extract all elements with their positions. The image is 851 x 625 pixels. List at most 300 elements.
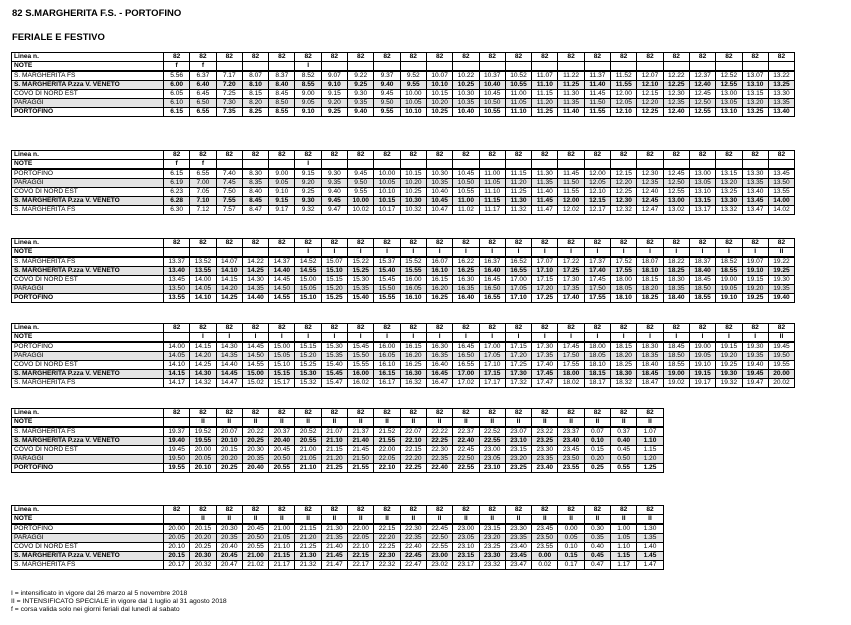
time-cell: 8.50 xyxy=(269,99,295,108)
note-cell xyxy=(505,62,531,72)
time-cell: 17.55 xyxy=(584,294,610,303)
time-cell: 12.05 xyxy=(611,99,637,108)
table-row xyxy=(12,352,795,361)
time-cell: 10.10 xyxy=(400,108,426,117)
time-cell: 7.10 xyxy=(190,197,216,206)
time-cell: 11.30 xyxy=(505,197,531,206)
time-cell: 1.07 xyxy=(637,427,663,437)
time-cell: 14.07 xyxy=(216,257,242,267)
time-cell: 18.55 xyxy=(716,267,742,276)
time-cell: 15.45 xyxy=(348,342,374,352)
time-cell: 16.47 xyxy=(426,379,452,388)
table-row xyxy=(12,437,664,446)
time-cell: 21.15 xyxy=(295,524,321,534)
line-number-cell: 82 xyxy=(164,53,190,62)
time-cell: 16.07 xyxy=(426,257,452,267)
stop-name: COVO DI NORD EST xyxy=(12,361,164,370)
line-row xyxy=(12,239,795,248)
time-cell: 21.32 xyxy=(295,561,321,570)
time-cell: 9.07 xyxy=(321,71,347,81)
time-cell: 22.32 xyxy=(374,561,400,570)
note-cell xyxy=(164,333,190,343)
note-cell: I xyxy=(742,248,768,258)
note-cell: II xyxy=(426,418,452,428)
time-cell: 11.32 xyxy=(505,206,531,215)
time-cell: 21.37 xyxy=(348,427,374,437)
line-number-cell: 82 xyxy=(558,239,584,248)
time-cell: 9.55 xyxy=(374,108,400,117)
line-number-cell: 82 xyxy=(453,53,479,62)
time-cell: 23.15 xyxy=(479,524,505,534)
note-cell: II xyxy=(216,515,242,525)
line-row xyxy=(12,324,795,333)
time-cell: 13.25 xyxy=(742,108,768,117)
time-cell: 20.15 xyxy=(164,552,190,561)
line-label: Linea n. xyxy=(12,324,164,333)
time-cell: 12.50 xyxy=(663,179,689,188)
time-cell: 22.22 xyxy=(426,427,452,437)
time-cell: 22.47 xyxy=(400,561,426,570)
time-cell: 9.40 xyxy=(374,81,400,90)
time-cell: 18.50 xyxy=(663,352,689,361)
time-cell: 23.47 xyxy=(505,561,531,570)
time-cell: 1.45 xyxy=(637,552,663,561)
time-cell: 18.22 xyxy=(663,257,689,267)
time-cell: 10.30 xyxy=(400,197,426,206)
legend xyxy=(11,590,227,614)
time-cell: 18.17 xyxy=(584,379,610,388)
line-number-cell: 82 xyxy=(716,53,742,62)
time-cell: 14.55 xyxy=(295,267,321,276)
time-cell: 21.10 xyxy=(321,437,347,446)
time-cell: 22.05 xyxy=(348,534,374,543)
note-cell: I xyxy=(689,333,715,343)
note-cell xyxy=(164,515,190,525)
time-cell: 14.00 xyxy=(768,197,794,206)
time-cell: 23.45 xyxy=(532,524,558,534)
note-cell xyxy=(164,418,190,428)
note-cell: II xyxy=(637,418,663,428)
time-cell: 11.30 xyxy=(532,169,558,179)
note-cell xyxy=(216,160,242,170)
time-cell: 18.02 xyxy=(558,379,584,388)
time-cell: 20.20 xyxy=(216,455,242,464)
table-row xyxy=(12,267,795,276)
time-cell: 19.25 xyxy=(768,267,794,276)
time-cell: 17.37 xyxy=(584,257,610,267)
time-cell: 15.55 xyxy=(400,267,426,276)
time-cell: 17.50 xyxy=(584,285,610,294)
stop-name: S. MARGHERITA P.zza V. VENETO xyxy=(12,552,164,561)
time-cell: 10.00 xyxy=(348,197,374,206)
time-cell: 0.15 xyxy=(584,446,610,455)
time-cell: 19.00 xyxy=(689,342,715,352)
time-cell: 18.15 xyxy=(611,342,637,352)
note-cell: II xyxy=(505,418,531,428)
time-cell: 22.10 xyxy=(374,464,400,473)
line-number-cell: 82 xyxy=(453,324,479,333)
time-cell: 14.15 xyxy=(164,370,190,379)
time-cell: 14.55 xyxy=(242,361,268,370)
time-cell: 10.25 xyxy=(426,108,452,117)
time-cell: 23.35 xyxy=(532,455,558,464)
line-number-cell: 82 xyxy=(584,324,610,333)
time-cell: 14.20 xyxy=(216,285,242,294)
time-cell: 12.55 xyxy=(663,188,689,197)
note-cell xyxy=(637,160,663,170)
time-cell: 11.20 xyxy=(505,179,531,188)
line-number-cell: 82 xyxy=(321,53,347,62)
note-cell: II xyxy=(242,515,268,525)
time-cell: 18.40 xyxy=(637,361,663,370)
time-cell: 17.32 xyxy=(505,379,531,388)
time-cell: 20.35 xyxy=(242,455,268,464)
stop-name: S. MARGHERITA P.zza V. VENETO xyxy=(12,81,164,90)
line-number-cell: 82 xyxy=(532,409,558,418)
time-cell: 11.50 xyxy=(558,179,584,188)
time-cell: 17.05 xyxy=(479,352,505,361)
time-cell: 10.15 xyxy=(426,90,452,99)
time-cell: 20.55 xyxy=(295,437,321,446)
time-cell: 16.00 xyxy=(374,342,400,352)
line-number-cell: 82 xyxy=(269,239,295,248)
time-cell: 12.40 xyxy=(663,108,689,117)
time-cell: 19.05 xyxy=(689,352,715,361)
time-cell: 23.17 xyxy=(453,561,479,570)
note-cell xyxy=(242,160,268,170)
time-cell: 20.25 xyxy=(242,437,268,446)
time-cell: 22.45 xyxy=(426,524,452,534)
line-number-cell: 82 xyxy=(190,151,216,160)
line-number-cell: 82 xyxy=(400,506,426,515)
time-cell: 9.17 xyxy=(269,206,295,215)
note-cell: I xyxy=(505,248,531,258)
time-cell: 0.10 xyxy=(558,543,584,552)
time-cell: 21.05 xyxy=(269,534,295,543)
time-cell: 21.20 xyxy=(321,455,347,464)
line-number-cell: 82 xyxy=(716,324,742,333)
time-cell: 14.25 xyxy=(242,267,268,276)
time-cell: 20.37 xyxy=(269,427,295,437)
line-number-cell: 82 xyxy=(532,53,558,62)
note-cell: I xyxy=(558,333,584,343)
stop-name: S. MARGHERITA P.zza V. VENETO xyxy=(12,197,164,206)
time-cell: 8.15 xyxy=(242,90,268,99)
stop-name: PARAGGI xyxy=(12,534,164,543)
time-cell: 1.25 xyxy=(637,464,663,473)
time-cell: 15.50 xyxy=(374,285,400,294)
note-cell: II xyxy=(479,418,505,428)
time-cell: 11.45 xyxy=(532,197,558,206)
time-cell: 15.00 xyxy=(269,342,295,352)
time-cell: 19.05 xyxy=(716,285,742,294)
time-cell: 23.10 xyxy=(505,437,531,446)
note-cell xyxy=(348,160,374,170)
time-cell: 7.45 xyxy=(216,179,242,188)
time-cell: 9.37 xyxy=(374,71,400,81)
table-row xyxy=(12,206,795,215)
note-cell xyxy=(505,160,531,170)
time-cell: 16.10 xyxy=(426,267,452,276)
time-cell: 19.02 xyxy=(663,379,689,388)
line-label: Linea n. xyxy=(12,53,164,62)
stop-name: PARAGGI xyxy=(12,99,164,108)
time-cell: 20.50 xyxy=(269,455,295,464)
time-cell: 1.05 xyxy=(611,534,637,543)
note-cell xyxy=(768,62,794,72)
note-cell: I xyxy=(637,333,663,343)
time-cell: 11.10 xyxy=(532,81,558,90)
note-cell: I xyxy=(295,333,321,343)
time-cell: 23.35 xyxy=(505,534,531,543)
time-cell: 10.45 xyxy=(426,197,452,206)
stop-name: PORTOFINO xyxy=(12,108,164,117)
time-cell: 11.00 xyxy=(505,90,531,99)
note-cell: I xyxy=(190,333,216,343)
time-cell: 10.45 xyxy=(453,169,479,179)
time-cell: 18.52 xyxy=(716,257,742,267)
time-cell: 16.40 xyxy=(479,267,505,276)
time-cell: 23.05 xyxy=(479,455,505,464)
line-number-cell: 82 xyxy=(242,53,268,62)
table-row xyxy=(12,361,795,370)
line-number-cell: 82 xyxy=(374,151,400,160)
time-cell: 21.05 xyxy=(295,455,321,464)
time-cell: 19.15 xyxy=(689,370,715,379)
note-cell: II xyxy=(558,418,584,428)
time-cell: 15.05 xyxy=(269,352,295,361)
note-cell xyxy=(426,62,452,72)
table-row xyxy=(12,285,795,294)
note-cell xyxy=(532,62,558,72)
time-cell: 20.10 xyxy=(190,464,216,473)
time-cell: 20.10 xyxy=(216,437,242,446)
line-number-cell: 82 xyxy=(242,506,268,515)
time-cell: 13.47 xyxy=(742,206,768,215)
line-number-cell: 82 xyxy=(505,239,531,248)
notes-label: NOTE xyxy=(12,248,164,258)
note-cell: II xyxy=(400,515,426,525)
time-cell: 17.30 xyxy=(558,276,584,285)
line-number-cell: 82 xyxy=(190,239,216,248)
line-number-cell: 82 xyxy=(242,151,268,160)
time-cell: 18.15 xyxy=(637,276,663,285)
table-row xyxy=(12,543,664,552)
time-cell: 18.10 xyxy=(584,361,610,370)
line-number-cell: 82 xyxy=(689,53,715,62)
time-cell: 14.50 xyxy=(242,352,268,361)
time-cell: 19.07 xyxy=(742,257,768,267)
time-cell: 15.32 xyxy=(295,379,321,388)
line-number-cell: 82 xyxy=(768,151,794,160)
table-row xyxy=(12,552,664,561)
time-cell: 0.25 xyxy=(584,464,610,473)
note-cell: I xyxy=(532,333,558,343)
time-cell: 14.17 xyxy=(164,379,190,388)
note-cell: I xyxy=(663,333,689,343)
stop-name: PARAGGI xyxy=(12,285,164,294)
time-cell: 6.10 xyxy=(164,99,190,108)
time-cell: 13.55 xyxy=(164,294,190,303)
note-cell: II xyxy=(321,515,347,525)
time-cell: 16.00 xyxy=(348,370,374,379)
line-number-cell: 82 xyxy=(689,239,715,248)
time-cell: 21.00 xyxy=(295,446,321,455)
time-cell: 15.45 xyxy=(321,370,347,379)
table-row xyxy=(12,446,664,455)
time-cell: 12.00 xyxy=(611,90,637,99)
line-number-cell: 82 xyxy=(374,53,400,62)
time-cell: 16.45 xyxy=(479,276,505,285)
time-cell: 23.00 xyxy=(426,552,452,561)
time-cell: 9.10 xyxy=(321,81,347,90)
line-number-cell: 82 xyxy=(374,239,400,248)
time-cell: 18.00 xyxy=(558,370,584,379)
note-cell: I xyxy=(479,333,505,343)
table-row xyxy=(12,257,795,267)
time-cell: 12.00 xyxy=(558,197,584,206)
line-number-cell: 82 xyxy=(321,506,347,515)
time-cell: 20.25 xyxy=(216,464,242,473)
time-cell: 0.00 xyxy=(532,552,558,561)
line-number-cell: 82 xyxy=(242,409,268,418)
time-cell: 22.05 xyxy=(374,455,400,464)
time-cell: 23.25 xyxy=(532,437,558,446)
time-cell: 8.07 xyxy=(242,71,268,81)
stop-name: COVO DI NORD EST xyxy=(12,543,164,552)
time-cell: 0.07 xyxy=(584,427,610,437)
time-cell: 19.35 xyxy=(742,352,768,361)
line-number-cell: 82 xyxy=(505,324,531,333)
line-label: Linea n. xyxy=(12,506,164,515)
line-number-cell: 82 xyxy=(242,324,268,333)
time-cell: 23.05 xyxy=(453,534,479,543)
line-number-cell: 82 xyxy=(374,506,400,515)
time-cell: 12.15 xyxy=(584,197,610,206)
time-cell: 13.32 xyxy=(716,206,742,215)
note-cell: II xyxy=(269,515,295,525)
time-cell: 17.45 xyxy=(532,370,558,379)
time-cell: 9.45 xyxy=(321,197,347,206)
note-cell: II xyxy=(532,418,558,428)
time-cell: 6.45 xyxy=(190,90,216,99)
line-number-cell: 82 xyxy=(216,239,242,248)
stop-name: S. MARGHERITA FS xyxy=(12,71,164,81)
line-number-cell: 82 xyxy=(295,53,321,62)
time-cell: 14.45 xyxy=(216,370,242,379)
note-cell: I xyxy=(663,248,689,258)
time-cell: 16.55 xyxy=(479,294,505,303)
time-cell: 17.25 xyxy=(558,267,584,276)
time-cell: 12.45 xyxy=(663,169,689,179)
line-number-cell: 82 xyxy=(584,239,610,248)
time-cell: 13.05 xyxy=(689,179,715,188)
time-cell: 21.52 xyxy=(374,427,400,437)
time-cell: 17.25 xyxy=(532,294,558,303)
time-cell: 13.40 xyxy=(768,108,794,117)
time-cell: 8.30 xyxy=(242,169,268,179)
time-cell: 6.15 xyxy=(164,169,190,179)
time-cell: 16.55 xyxy=(453,361,479,370)
note-cell: f xyxy=(164,62,190,72)
time-cell: 11.55 xyxy=(611,81,637,90)
time-cell: 17.10 xyxy=(532,267,558,276)
time-cell: 21.40 xyxy=(348,437,374,446)
line-number-cell: 82 xyxy=(400,239,426,248)
time-cell: 19.00 xyxy=(716,276,742,285)
time-cell: 1.17 xyxy=(611,561,637,570)
time-cell: 18.10 xyxy=(637,267,663,276)
time-cell: 15.52 xyxy=(400,257,426,267)
time-cell: 10.05 xyxy=(400,99,426,108)
note-cell: II xyxy=(190,418,216,428)
line-number-cell: 82 xyxy=(584,409,610,418)
time-cell: 6.15 xyxy=(164,108,190,117)
time-cell: 19.10 xyxy=(742,267,768,276)
time-cell: 12.40 xyxy=(637,188,663,197)
note-cell: II xyxy=(426,515,452,525)
note-cell xyxy=(584,62,610,72)
time-cell: 9.52 xyxy=(400,71,426,81)
time-cell: 20.20 xyxy=(190,534,216,543)
time-cell: 20.45 xyxy=(269,446,295,455)
note-cell: I xyxy=(242,333,268,343)
note-cell xyxy=(216,248,242,258)
note-cell: II xyxy=(453,515,479,525)
notes-row xyxy=(12,333,795,343)
stop-name: S. MARGHERITA FS xyxy=(12,427,164,437)
time-cell: 18.40 xyxy=(689,267,715,276)
time-cell: 21.25 xyxy=(321,464,347,473)
table-row xyxy=(12,90,795,99)
time-cell: 0.50 xyxy=(611,455,637,464)
time-cell: 20.25 xyxy=(190,543,216,552)
time-cell: 17.00 xyxy=(505,276,531,285)
time-cell: 20.55 xyxy=(242,543,268,552)
time-cell: 12.20 xyxy=(637,99,663,108)
line-number-cell: 82 xyxy=(742,151,768,160)
note-cell xyxy=(558,160,584,170)
line-number-cell: 82 xyxy=(216,324,242,333)
note-cell xyxy=(768,160,794,170)
time-cell: 22.50 xyxy=(426,534,452,543)
time-cell: 22.15 xyxy=(348,552,374,561)
time-cell: 11.02 xyxy=(453,206,479,215)
line-number-cell: 82 xyxy=(663,151,689,160)
notes-row xyxy=(12,515,664,525)
time-cell: 13.35 xyxy=(742,179,768,188)
time-cell: 11.25 xyxy=(532,108,558,117)
time-cell: 21.30 xyxy=(295,552,321,561)
time-cell: 8.45 xyxy=(242,197,268,206)
time-cell: 14.40 xyxy=(216,361,242,370)
note-cell: I xyxy=(611,248,637,258)
line-number-cell: 82 xyxy=(637,53,663,62)
time-cell: 1.10 xyxy=(637,437,663,446)
time-cell: 18.37 xyxy=(689,257,715,267)
line-number-cell: 82 xyxy=(374,324,400,333)
time-cell: 12.17 xyxy=(584,206,610,215)
time-cell: 1.35 xyxy=(637,534,663,543)
time-cell: 17.40 xyxy=(584,267,610,276)
note-cell: I xyxy=(742,333,768,343)
time-cell: 12.50 xyxy=(689,99,715,108)
time-cell: 23.15 xyxy=(505,446,531,455)
time-cell: 11.05 xyxy=(479,179,505,188)
time-cell: 23.10 xyxy=(453,543,479,552)
line-number-cell: 82 xyxy=(584,506,610,515)
time-cell: 22.00 xyxy=(348,524,374,534)
